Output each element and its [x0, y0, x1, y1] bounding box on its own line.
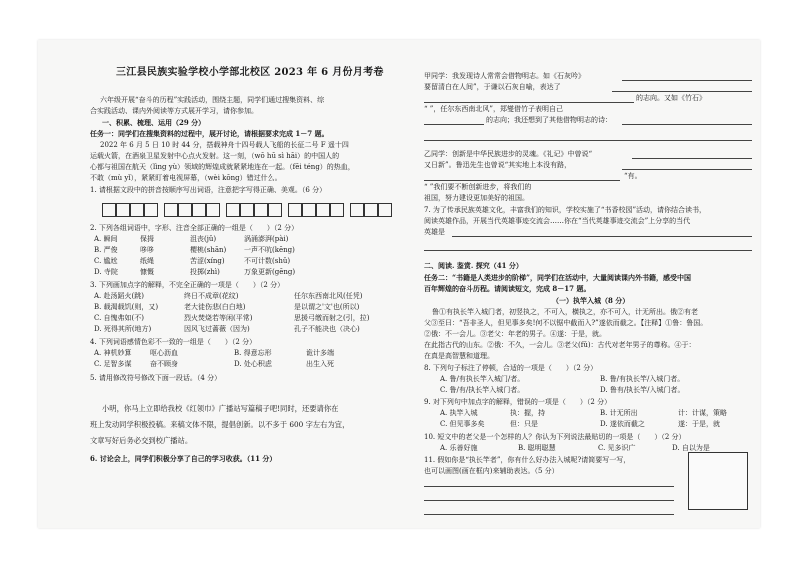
question-11-line: 也可以画图(画在框内)来辅助表达。（5 分） — [424, 467, 559, 475]
question-7: 7. 为了传承民族英雄文化，丰富我们的知识，学校实施了“书香校园”活动，请你结合读书， — [424, 206, 707, 214]
text-line: 英雄是 — [424, 228, 445, 236]
text-line: “ ”我们要不断创新进步，将我们的 — [424, 183, 532, 191]
section-2-heading: 二、阅读. 鉴赏. 探究（41 分） — [424, 261, 523, 270]
section-1-heading: 一、积累、梳理、运用（29 分） — [102, 118, 206, 127]
intro-line: 合实践活动、课内外阅读等方式展开学习，请你参加。 — [90, 107, 258, 115]
text-line: 的志向。又如《竹石》 — [636, 94, 706, 102]
answer-line[interactable] — [632, 158, 752, 159]
passage-title: （一）执竿入城（8 分） — [552, 296, 630, 305]
passage-line: 心都与祖国在航天（lìng yù）领域的辉煌成就紧紧地连在一起。（fēi téng）的热血， — [90, 163, 355, 171]
answer-line[interactable] — [424, 124, 484, 125]
answer-line[interactable] — [424, 250, 752, 251]
answer-line[interactable] — [424, 500, 674, 501]
q5-text-line: 文章写好后务必交到校广播站。 — [90, 436, 193, 445]
answer-line[interactable] — [424, 180, 620, 181]
question-4: 4. 下列词语感情色彩不一致的一组是（ ）（2 分） — [90, 338, 257, 346]
intro-line: 六年级开展“奋斗的历程”实践活动，围绕主题，同学们通过搜集资料、综 — [100, 96, 325, 104]
q5-text-line: 班上发动同学积极投稿。来稿文体不限，提倡创新。以不多于 600 字左右为宜， — [90, 420, 350, 429]
text-line: “ ”，任尔东西南北风”，郑燮借竹子表明自己 — [424, 105, 563, 113]
passage-line: 在此指古代的山东。②俄：不久，一会儿。③老父(fǔ)：古代对老年男子的尊称。④于： — [424, 341, 696, 349]
question-5: 5. 请用修改符号修改下面一段话。（4 分） — [90, 374, 222, 382]
text-line: 乙同学：创新是中华民族进步的灵魂。《礼记》中曾说“ — [424, 150, 593, 158]
question-3: 3. 下列画加点字的解释，不完全正确的一项是（ ）（2 分） — [90, 281, 285, 289]
passage-line: ②俄：不一会儿。③老父：年老的男子。④遂：于是，就。 — [424, 330, 606, 338]
passage-line: 2022 年 6 月 5 日 10 时 44 分，搭载神舟十四号载人飞船的长征二号 F 遥十四 — [100, 141, 349, 149]
task-1-heading: 任务一：同学们在搜集资料的过程中，展开讨论，请根据要求完成 1－7 题。 — [90, 129, 329, 138]
exam-sheet: 三江县民族实验学校小学部北校区 2023 年 6 月份月考卷 六年级开展“奋斗的历程”实践活动，围绕主题，同学们通过搜集资料、综 合实践活动、课内外阅读等方式展开学习，请你参加。 一、积累、梳理、运用（29 分） 任务一：同学们在搜集资料的过程中，展开讨论，请根据要求完成 1－7 题。 2022 年 6 月 5 日 10 时 44 分，搭载神舟十四号载人飞船的长征二号 F 遥十四 运载火箭，在酒泉卫星发射中心点火发射。这一刻，（wō hū sì hāi）的中国人的 心都与祖国在航天（lìng yù）领域的辉煌成就紧紧地连在一起。（fēi téng）的热血， 不敢（mù yǐ），紧紧盯着电视屏幕，（wèi kōng）错过什么。 1. 请根据文段中的拼音按顺序写出词语，注意把字写得正确、美观。（6 分） 2. 下列各组词语中，字形、注音全部正确的一组是（ ）（2 分） A. 瞬间 保拇 沮丧(jǔ) 涡涌澎湃(pài) B. 严俊 哆哆 樱桃(shān) 一声不吭(kēng) C. 尴尬 纸绳 苦涩(xíng) 不可计数(shǔ) D. 寺院 慷慨 投掷(zhì) 万象更新(gēng) 3. 下列画加点字的解释，不完全正确的一项是（ ）（2 分） A. 赴汤蹈火(跳) 终日不成章(花纹) 任尔东西南北风(任凭) B. 载渴载饥(则，又) 老大徒伤悲(白白地) 是以谓之'文'也(所以) C. 自愧弗如(不) 烈火焚烧若等闲(平常) 思援弓缴而射之(引，拉) D. 死得其所(地方) 因风飞过蔷薇（因为) 孔子不能决也（决心) 4. 下列词语感情色彩不一致的一组是（ ）（2 分） A. 神机妙算 呕心沥血 B. 得意忘形 诡计多端 C. 足智多谋 奋不顾身 D. 处心积虑 出生入死 5. 请用修改符号修改下面一段话。（4 分） 小明，你马上立即给我校《红领巾》广播站写篇稿子吧!同时，还要请你在 班上发动同学积极投稿。来稿文体不限，提倡创新。以不多于 600 字左右为宜， 文章写好后务必交到校广播站。 6. 讨论会上，同学们积极分享了自己的学习收获。（11 分） 甲同学：我发现诗人常常会借物明志。如《石灰吟》 要留清白在人间”，于谦以石灰自喻，表达了 的志向。又如《竹石》 “ ”，任尔东西南北风”，郑燮借竹子表明自己 的志向；我还想到了其他借物明志的诗： 乙同学：创新是中华民族进步的灵魂。《礼记》中曾说“ 又日新”。鲁迅先生也曾说“其实地上本没有路， “有。 “ ”我们要不断创新进步，将我们的 祖国，努力建设更加美好的祖国。 7. 为了传承民族英雄文化，丰富我们的知识，学校实施了“书香校园”活动，请你结合读书， 阅读英雄作品，开展当代英雄事迹交流会……你在“当代英雄事迹交流会”上分享的当代 英雄是 二、阅读. 鉴赏. 探究（41 分） 任务二：“书籍是人类进步的阶梯”，同学们在活动中，大量阅读课内外书籍，感受中国 百年辉煌的奋斗历程。请阅读短文，完成 8－17 题。 （一）执竿入城（8 分） 鲁①有执长竿入城门者，初竖执之，不可入，横执之，亦不可入，计无所出。俄②有老 父③至曰：“吾非圣人，但见事多矣!何不以锯中截而入?”遂依而截之。【注释】①鲁：鲁国。 ②俄：不一会儿。③老父：年老的男子。④遂：于是，就。 在此指古代的山东。②俄：不久，一会儿。③老父(fǔ)：古代对老年男子的尊称。④于： 在真是高智慧和道理。 8. 下列句子标注了停顿，合适的一项是（ ）（2 分） A. 鲁/有执长竿入城门/者。 B. 鲁/有执长竿/入城门者。 C. 鲁/有/执长竿入城门者。 D. 鲁有/执长竿/入城门者。 9. 对下列句中加点字的解释，错误的一项是（ ）（2 分） A. 执竿入城 执：握，持 B. 计无所出 计：计谋，策略 C. 但见事多矣 但：只是 D. 遂依而截之 遂：于是，就 10. 短文中的老父是一个怎样的人？你认为下列说法最贴切的一项是（ ）（2 分） A. 乐善好施 B. 聪明聪慧 C. 见多识广 D. 自以为是 11. 假如你是“执长竿者”，你有什么好办法入城呢?请简要写一写， 也可以画图(画在框内)来辅助表达。（5 分） — [38, 40, 760, 528]
passage-line: 鲁①有执长竿入城门者，初竖执之，不可入，横执之，亦不可入，计无所出。俄②有老 — [432, 308, 698, 316]
text-line: “有。 — [624, 172, 642, 180]
question-6: 6. 讨论会上，同学们积极分享了自己的学习收获。（11 分） — [90, 454, 277, 463]
pinyin-answer-boxes[interactable] — [102, 203, 392, 219]
answer-line[interactable] — [622, 124, 752, 125]
text-line: 又日新”。鲁迅先生也曾说“其实地上本没有路， — [424, 161, 572, 169]
exam-title: 三江县民族实验学校小学部北校区 2023 年 6 月份月考卷 — [116, 67, 384, 78]
text-line: 阅读英雄作品，开展当代英雄事迹交流会……你在“当代英雄事迹交流会”上分享的当代 — [424, 217, 691, 225]
answer-line[interactable] — [424, 140, 752, 141]
drawing-box[interactable] — [688, 452, 748, 510]
question-2: 2. 下列各组词语中，字形、注音全部正确的一组是（ ）（2 分） — [90, 224, 299, 232]
q5-text-line: 小明，你马上立即给我校《红领巾》广播站写篇稿子吧!同时，还要请你在 — [102, 404, 339, 413]
answer-line[interactable] — [424, 102, 634, 103]
passage-line: 运载火箭，在酒泉卫星发射中心点火发射。这一刻，（wō hū sì hāi）的中国人的 — [90, 152, 340, 160]
passage-line: 在真是高智慧和道理。 — [424, 352, 494, 360]
answer-line[interactable] — [424, 486, 674, 487]
question-11: 11. 假如你是“执长竿者”，你有什么好办法入城呢?请简要写一写， — [424, 456, 631, 464]
question-9: 9. 对下列句中加点字的解释，错误的一项是（ ）（2 分） — [424, 398, 612, 406]
text-line: 祖国，努力建设更加美好的祖国。 — [424, 194, 529, 202]
text-line: 的志向；我还想到了其他借物明志的诗： — [486, 116, 612, 124]
task-2-heading: 百年辉煌的奋斗历程。请阅读短文，完成 8－17 题。 — [424, 284, 591, 293]
passage-line: 父③至曰：“吾非圣人，但见事多矣!何不以锯中截而入?”遂依而截之。【注释】①鲁：鲁国。 — [424, 319, 708, 327]
question-8: 8. 下列句子标注了停顿，合适的一项是（ ）（2 分） — [424, 364, 598, 372]
text-line: 甲同学：我发现诗人常常会借物明志。如《石灰吟》 — [424, 72, 585, 80]
text-line: 要留清白在人间”，于谦以石灰自喻，表达了 — [424, 83, 561, 91]
answer-line[interactable] — [424, 514, 674, 515]
task-2-heading: 任务二：“书籍是人类进步的阶梯”，同学们在活动中，大量阅读课内外书籍，感受中国 — [424, 273, 692, 282]
answer-line[interactable] — [622, 169, 752, 170]
question-10: 10. 短文中的老父是一个怎样的人？你认为下列说法最贴切的一项是（ ）（2 分） — [424, 433, 686, 441]
answer-line[interactable] — [612, 91, 752, 92]
passage-line: 不敢（mù yǐ），紧紧盯着电视屏幕，（wèi kōng）错过什么。 — [90, 174, 282, 182]
question-1: 1. 请根据文段中的拼音按顺序写出词语，注意把字写得正确、美观。（6 分） — [90, 186, 327, 194]
answer-line[interactable] — [452, 236, 752, 237]
